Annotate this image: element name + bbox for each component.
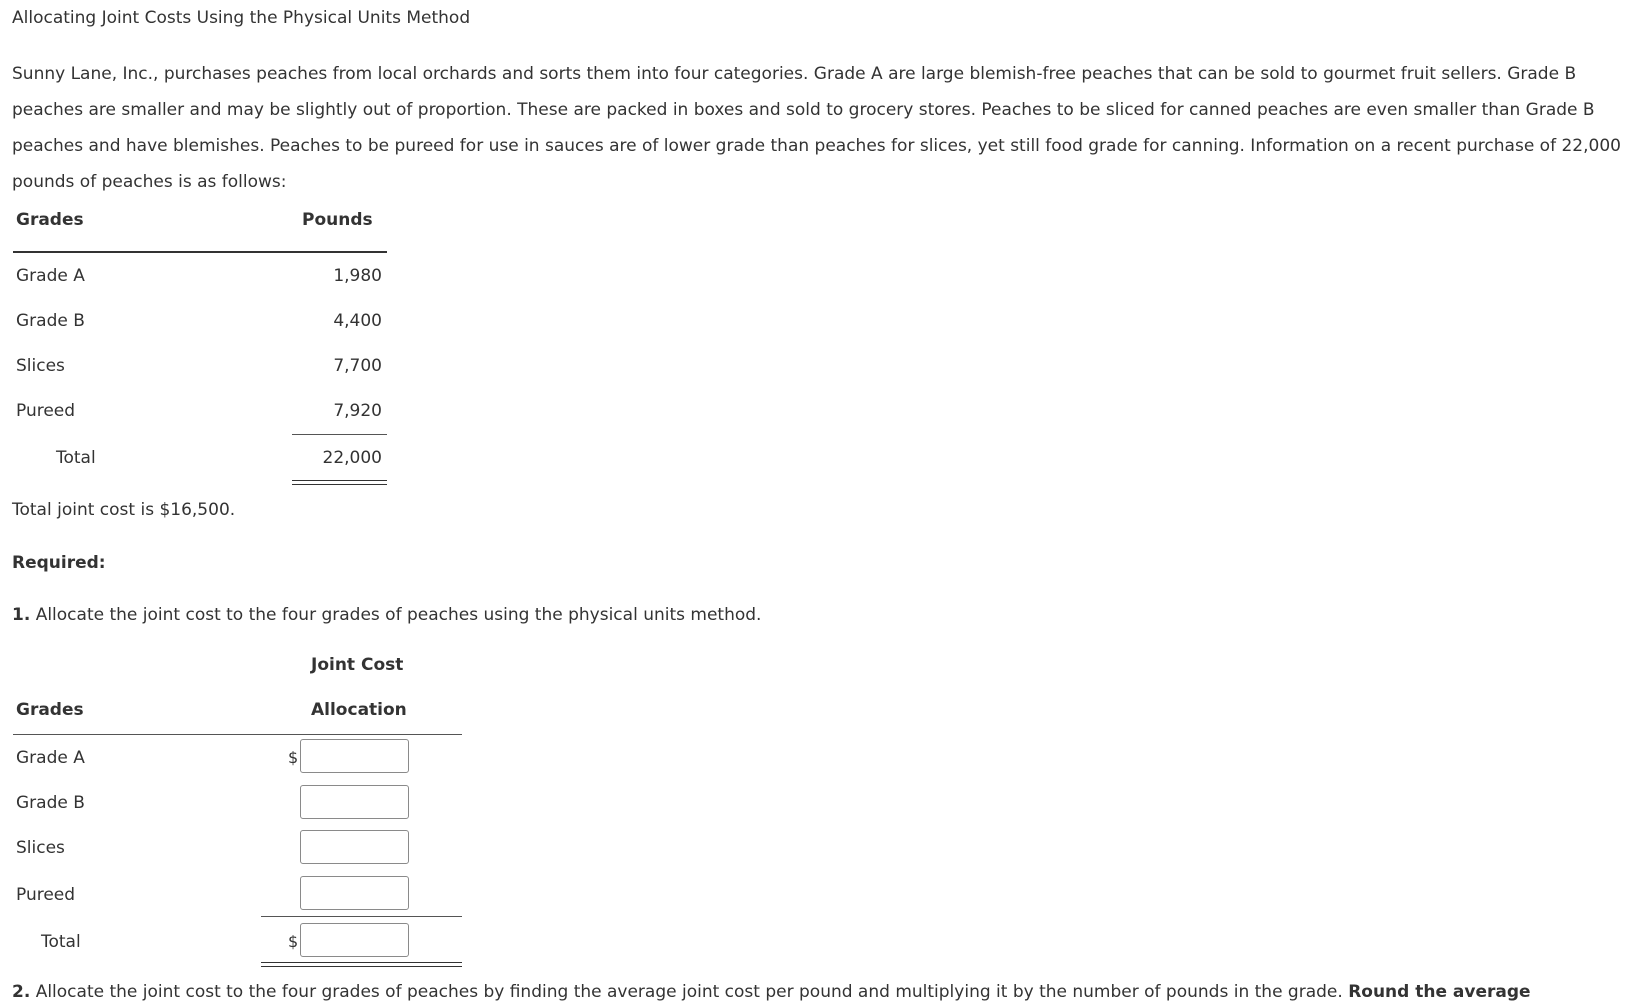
table1-row-label: Grade A [16, 266, 85, 286]
table1-row-value: 1,980 [333, 266, 382, 286]
table1-total-label: Total [56, 448, 96, 468]
table2-row-label: Grade B [16, 793, 85, 813]
table2-total-label: Total [41, 932, 81, 952]
table1-total-value: 22,000 [322, 448, 382, 468]
table1-row-label: Slices [16, 356, 65, 376]
page-title: Allocating Joint Costs Using the Physical Units Method [12, 8, 471, 28]
table1-header-pounds: Pounds [302, 210, 373, 230]
table1-header-grades: Grades [16, 210, 84, 230]
table2-row-label: Pureed [16, 885, 76, 905]
grade-a-allocation-input[interactable] [300, 739, 409, 773]
grade-b-allocation-input[interactable] [300, 785, 409, 819]
table2-subtotal-rule [261, 916, 462, 917]
question-2-text: Allocate the joint cost to the four grades of peaches by finding the average joint cost per pound and multiplying it by the number of pounds in the grade. [35, 982, 1343, 1002]
question-2-number: 2. [12, 982, 31, 1002]
total-allocation-input[interactable] [300, 923, 409, 957]
question-1 [12, 605, 761, 625]
table2-row-label: Slices [16, 838, 65, 858]
table2-header-rule [13, 734, 462, 735]
table1-row-label: Grade B [16, 311, 85, 331]
table1-row-value: 7,920 [333, 401, 382, 421]
table2-header-line2: Allocation [311, 700, 407, 720]
question-2-bold-instruction: Round the average [1348, 982, 1531, 1002]
required-label: Required: [12, 553, 106, 573]
question-2 [12, 982, 1531, 1002]
table2-header-line1: Joint Cost [311, 655, 404, 675]
currency-symbol: $ [288, 932, 299, 951]
table2-header-grades: Grades [16, 700, 84, 720]
currency-symbol: $ [288, 748, 299, 767]
pureed-allocation-input[interactable] [300, 876, 409, 910]
joint-cost-text: Total joint cost is $16,500. [12, 500, 236, 520]
table2-total-double-rule [261, 962, 462, 967]
table1-subtotal-rule [292, 434, 387, 435]
table1-row-value: 4,400 [333, 311, 382, 331]
table1-row-label: Pureed [16, 401, 76, 421]
intro-paragraph: Sunny Lane, Inc., purchases peaches from local orchards and sorts them into four categories. Grade A are large blemish-free peaches that can be sold to gourmet fruit sellers. Grade B peaches are smaller and may be slightly out of proportion. These are packed in boxes and sold to grocery stores. Peaches to be sliced for canned peaches are even smaller than Grade B peaches and have blemishes. Peaches to be pureed for use in sauces are of lower grade than peaches for slices, yet still food grade for canning. Information on a recent purchase of 22,000 pounds of peaches is as follows: [12, 64, 1621, 192]
question-1-text: Allocate the joint cost to the four grades of peaches using the physical units method. [35, 605, 762, 625]
table1-total-double-rule [292, 480, 387, 485]
table1-row-value: 7,700 [333, 356, 382, 376]
table1-header-rule [13, 251, 387, 253]
table2-row-label: Grade A [16, 748, 85, 768]
question-1-number: 1. [12, 605, 31, 625]
slices-allocation-input[interactable] [300, 830, 409, 864]
